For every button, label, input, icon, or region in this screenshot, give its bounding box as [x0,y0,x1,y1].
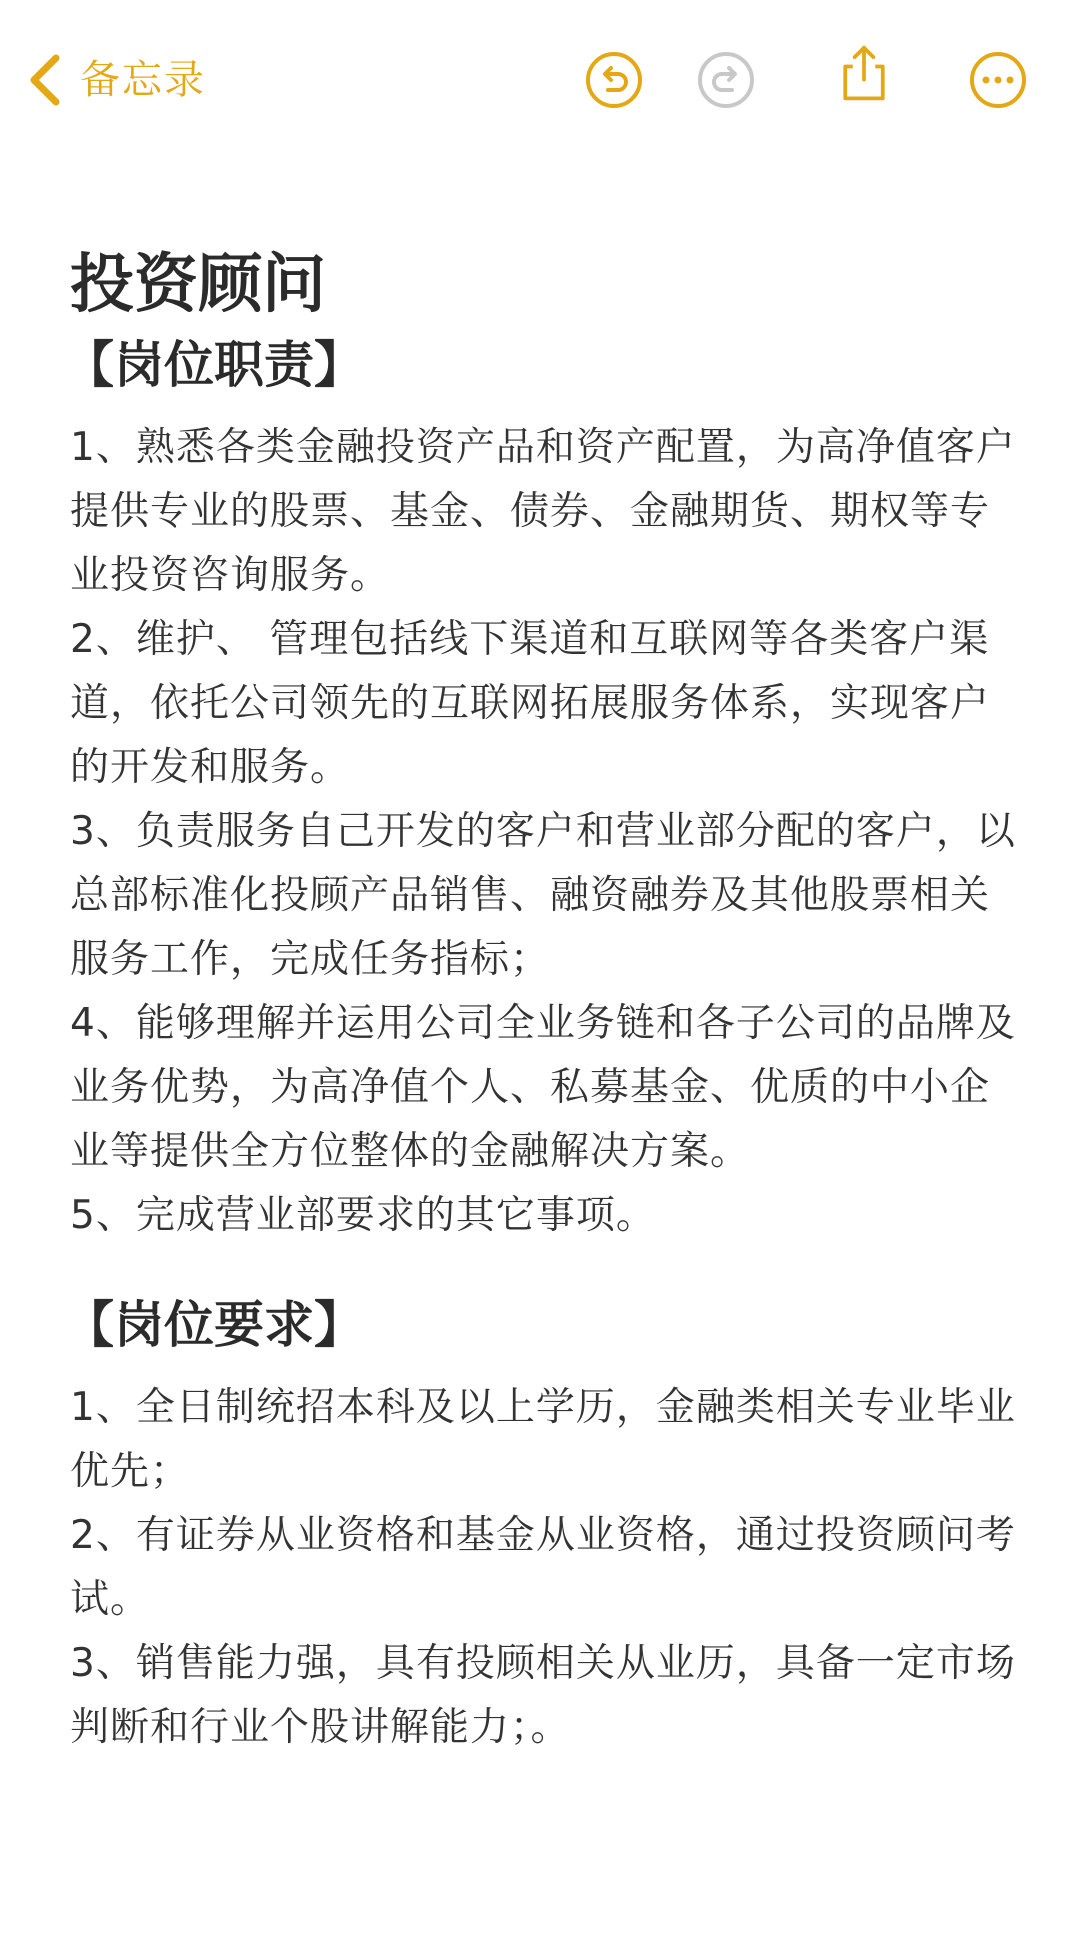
list-item: 1、全日制统招本科及以上学历，金融类相关专业毕业优先； [70,1385,1016,1494]
back-button[interactable] [26,48,206,112]
list-item: 2、有证券从业资格和基金从业资格，通过投资顾问考试。 [70,1513,1016,1622]
list-item: 3、销售能力强，具有投顾相关从业历，具备一定市场判断和行业个股讲解能力；。 [70,1641,1016,1750]
list-item: 1、熟悉各类金融投资产品和资产配置，为高净值客户提供专业的股票、基金、债券、金融期货、期权等专业投资咨询服务。 [70,425,1016,598]
share-button[interactable] [834,44,894,104]
redo-button[interactable] [696,50,756,110]
more-icon [968,50,1028,110]
undo-button[interactable] [584,50,644,110]
list-item: 2、维护、 管理包括线下渠道和互联网等各类客户渠道，依托公司领先的互联网拓展服务体系，实现客户的开发和服务。 [70,617,991,790]
responsibilities-list [70,416,1020,1248]
share-icon [834,44,894,104]
section-heading-requirements: 【岗位要求】 [64,1296,364,1354]
note-body[interactable] [64,240,1020,1760]
redo-icon [696,50,756,110]
undo-icon [584,50,644,110]
note-title: 投资顾问 [70,248,326,322]
list-item: 3、负责服务自己开发的客户和营业部分配的客户，以总部标准化投顾产品销售、融资融券及其他股票相关服务工作，完成任务指标； [70,809,1016,982]
more-button[interactable] [968,50,1028,110]
requirements-list [70,1376,1020,1760]
list-item: 5、完成营业部要求的其它事项。 [70,1193,656,1238]
chevron-left-icon [26,52,62,108]
list-item: 4、能够理解并运用公司全业务链和各子公司的品牌及业务优势，为高净值个人、私募基金、优质的中小企业等提供全方位整体的金融解决方案。 [70,1001,1016,1174]
navigation-bar [0,0,1080,160]
section-heading-responsibilities: 【岗位职责】 [64,336,364,394]
back-label: 备忘录 [80,57,206,103]
